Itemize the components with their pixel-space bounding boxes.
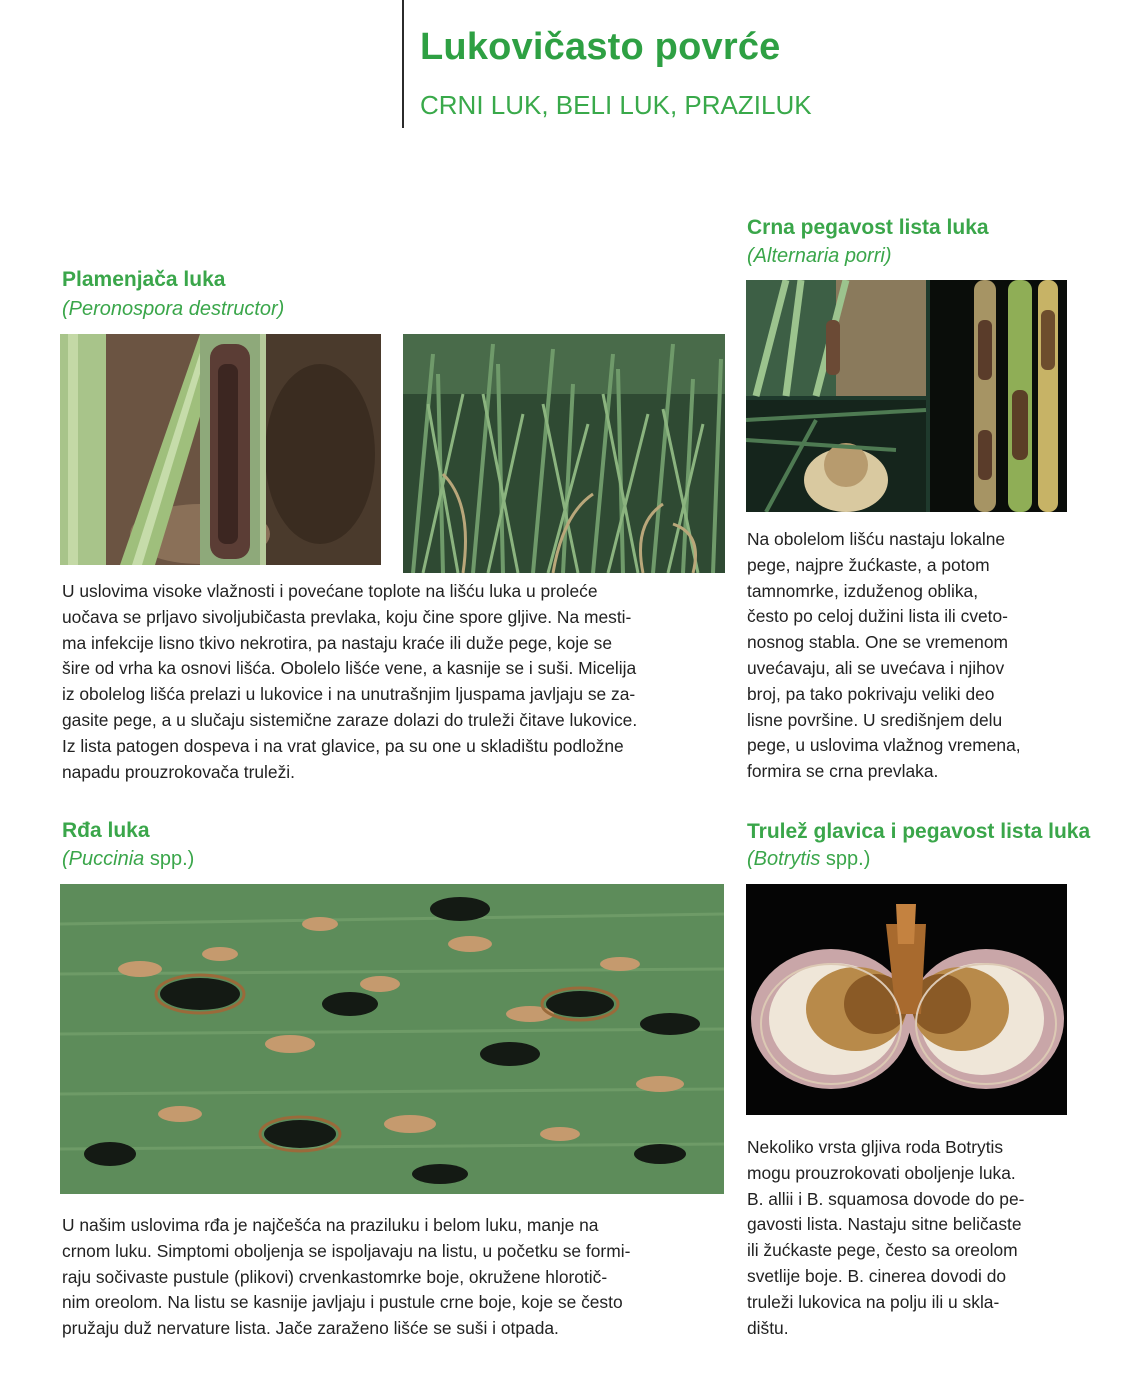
section-latin-crna-pegavost: (Alternaria porri)	[747, 245, 892, 267]
page-title: Lukovičasto povrće	[420, 26, 781, 68]
photo-plamenjaca-field	[403, 334, 725, 573]
section-latin-plamenjaca: (Peronospora destructor)	[62, 298, 285, 320]
photo-trulez-onion-cross-section	[746, 884, 1067, 1115]
header-divider	[402, 0, 404, 128]
section-text-crna-pegavost: Na obolelom lišću nastaju lokalne pege, najpre žućkaste, a potom tamnomrke, izduženog oblika, često po celoj dužini lista ili cveto- nosnog stabla. One se vremenom uvećavaju, ali se uvećava i njihov broj, pa tako pokrivaju veliki deo lisne površine. U središnjem delu pege, u uslovima vlažnog vremena, formira se crna prevlaka.	[747, 529, 1021, 782]
photo-crna-pegavost-collage	[746, 280, 1067, 512]
section-text-plamenjaca: U uslovima visoke vlažnosti i povećane toplote na lišću luka u proleće uočava se prljavo sivoljubičasta prevlaka, koju čine spore gljive. Na mesti- ma infekcije lisno tkivo nekrotira, pa nastaju kraće ili duže pege, koje se šire od vrha ka osnovi lišća. Obolelo lišće vene, a kasnije se i suši. Micelija iz obolelog lišća prelazi u lukovice i na unutrašnjim ljuspama javljaju se za- gasite pege, a u slučaju sistemične zaraze dolazi do truleži čitave lukovice. Iz lista patogen dospeva i na vrat glavice, pa su one u skladištu podložne napadu prouzrokovača truleži.	[62, 581, 638, 782]
section-title-plamenjaca: Plamenjača luka	[62, 268, 226, 291]
photo-plamenjaca-leaf-closeup	[60, 334, 381, 565]
section-latin-trulez: (Botrytis spp.)	[747, 848, 871, 870]
section-title-rda: Rđa luka	[62, 819, 150, 842]
page-subtitle: CRNI LUK, BELI LUK, PRAZILUK	[420, 90, 812, 120]
section-title-trulez: Trulež glavica i pegavost lista luka	[747, 820, 1091, 843]
photo-rda-leaf-pustules	[60, 884, 724, 1194]
section-text-rda: U našim uslovima rđa je najčešća na praziluku i belom luku, manje na crnom luku. Simptomi oboljenja se ispoljavaju na listu, u početku se formi- raju sočivaste pustule (plikovi) crvenkastomrke boje, okružene hlorotič- nim oreolom. Na listu se kasnije javljaju i pustule crne boje, koje se često pružaju duž nervature lista. Jače zaraženo lišće se suši i otpada.	[62, 1215, 631, 1339]
section-latin-rda: (Puccinia spp.)	[62, 848, 195, 870]
section-title-crna-pegavost: Crna pegavost lista luka	[747, 216, 989, 239]
section-text-trulez: Nekoliko vrsta gljiva roda Botrytis mogu prouzrokovati oboljenje luka. B. allii i B. squamosa dovode do pe- gavosti lista. Nastaju sitne beličaste ili žućkaste pege, često sa oreolom svetlije boje. B. cinerea dovodi do truleži lukovica na polju ili u skla- dištu.	[747, 1137, 1025, 1338]
